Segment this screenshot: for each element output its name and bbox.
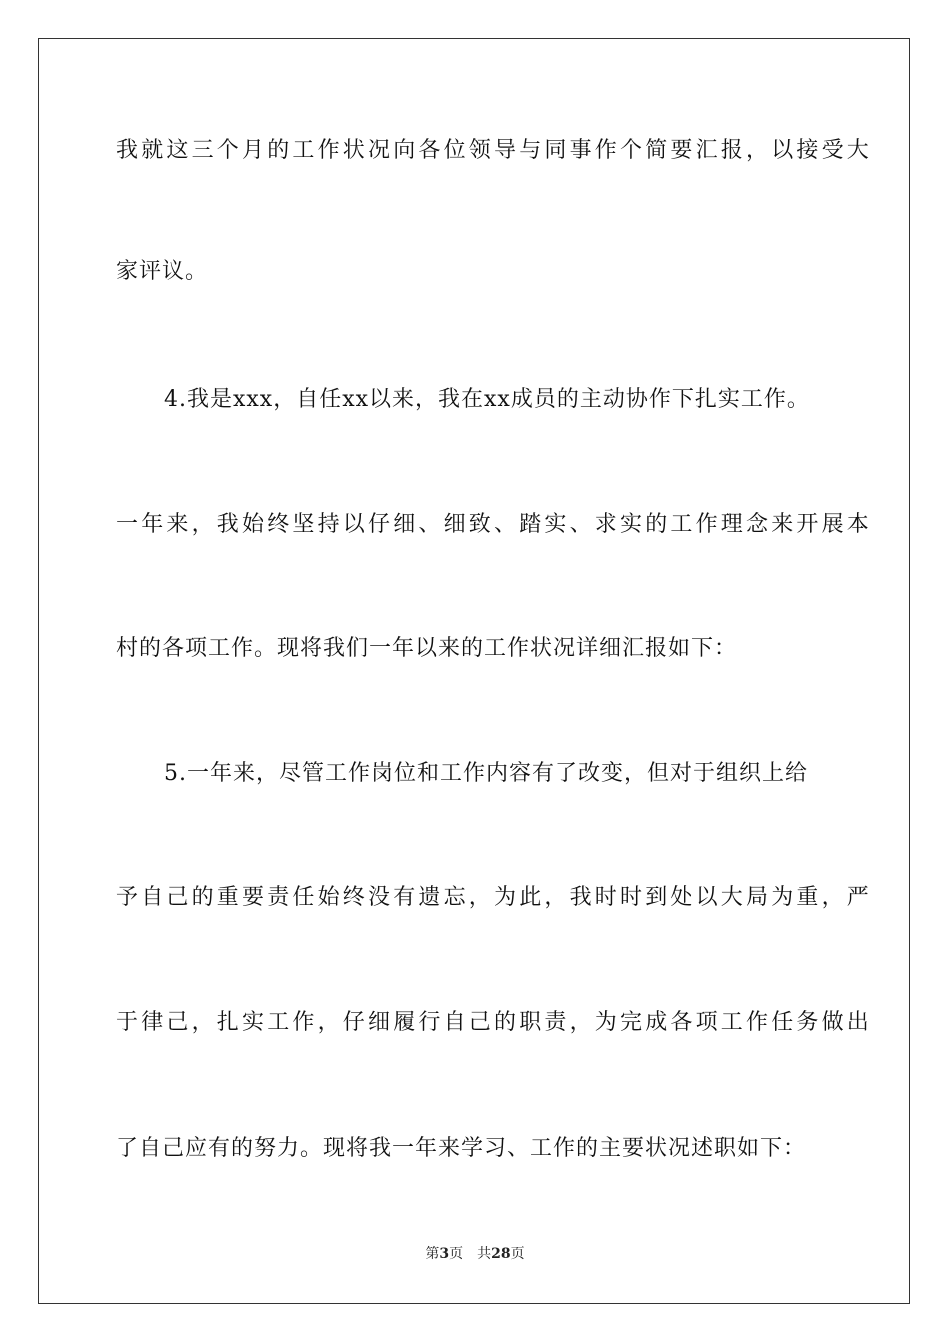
page-suffix: 页 [449, 1246, 464, 1262]
text-line-5: 村的各项工作。现将我们一年以来的工作状况详细汇报如下： [116, 636, 738, 661]
text-line-8: 于律己，扎实工作，仔细履行自己的职责，为完成各项工作任务做出 [116, 1010, 873, 1035]
total-prefix: 共 [477, 1246, 492, 1262]
page-prefix: 第 [425, 1246, 440, 1262]
page-frame [38, 38, 910, 1304]
current-page-number: 3 [439, 1246, 450, 1262]
text-line-4: 一年来，我始终坚持以仔细、细致、踏实、求实的工作理念来开展本 [116, 512, 873, 537]
text-line-6: 5.一年来，尽管工作岗位和工作内容有了改变，但对于组织上给 [164, 761, 808, 786]
page-footer [0, 1244, 950, 1264]
text-line-7: 予自己的重要责任始终没有遗忘，为此，我时时到处以大局为重，严 [116, 885, 873, 910]
text-line-2: 家评议。 [116, 259, 209, 284]
text-line-3: 4.我是xxx，自任xx以来，我在xx成员的主动协作下扎实工作。 [164, 387, 810, 412]
text-line-1: 我就这三个月的工作状况向各位领导与同事作个简要汇报，以接受大 [116, 138, 873, 163]
total-suffix: 页 [510, 1246, 525, 1262]
text-line-9: 了自己应有的努力。现将我一年来学习、工作的主要状况述职如下： [116, 1136, 807, 1161]
total-page-number: 28 [491, 1246, 511, 1262]
